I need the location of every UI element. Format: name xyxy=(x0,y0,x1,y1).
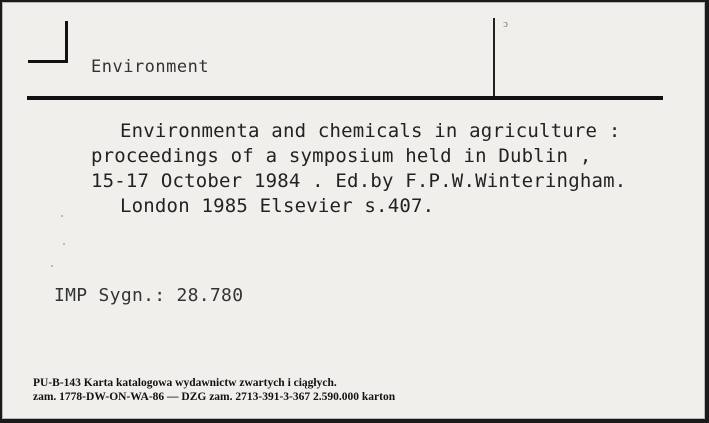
shelf-signature: IMP Sygn.: 28.780 xyxy=(54,285,244,306)
bibliographic-entry xyxy=(91,119,705,219)
pencil-mark: ↄ xyxy=(503,17,508,30)
entry-line: London 1985 Elsevier s.407. xyxy=(120,195,435,217)
corner-bracket-vertical xyxy=(65,21,68,63)
footer-line: PU-B-143 Karta katalogowa wydawnictw zwartych i ciągłych. xyxy=(33,377,337,389)
entry-line: proceedings of a symposium held in Dublin , xyxy=(91,145,592,167)
header-divider xyxy=(493,18,495,96)
heading-rule xyxy=(27,96,663,100)
subject-heading: Environment xyxy=(91,57,210,77)
speck xyxy=(51,265,53,267)
speck xyxy=(63,243,65,245)
card-footer xyxy=(33,376,395,404)
entry-line: 15-17 October 1984 . Ed.by F.P.W.Winteringham. xyxy=(91,170,627,192)
catalog-card xyxy=(2,2,705,419)
speck xyxy=(61,215,63,217)
corner-bracket-horizontal xyxy=(28,60,68,63)
footer-line: zam. 1778-DW-ON-WA-86 — DZG zam. 2713-391-3-367 2.590.000 karton xyxy=(33,391,396,403)
entry-line: Environmenta and chemicals in agriculture : xyxy=(120,120,621,142)
